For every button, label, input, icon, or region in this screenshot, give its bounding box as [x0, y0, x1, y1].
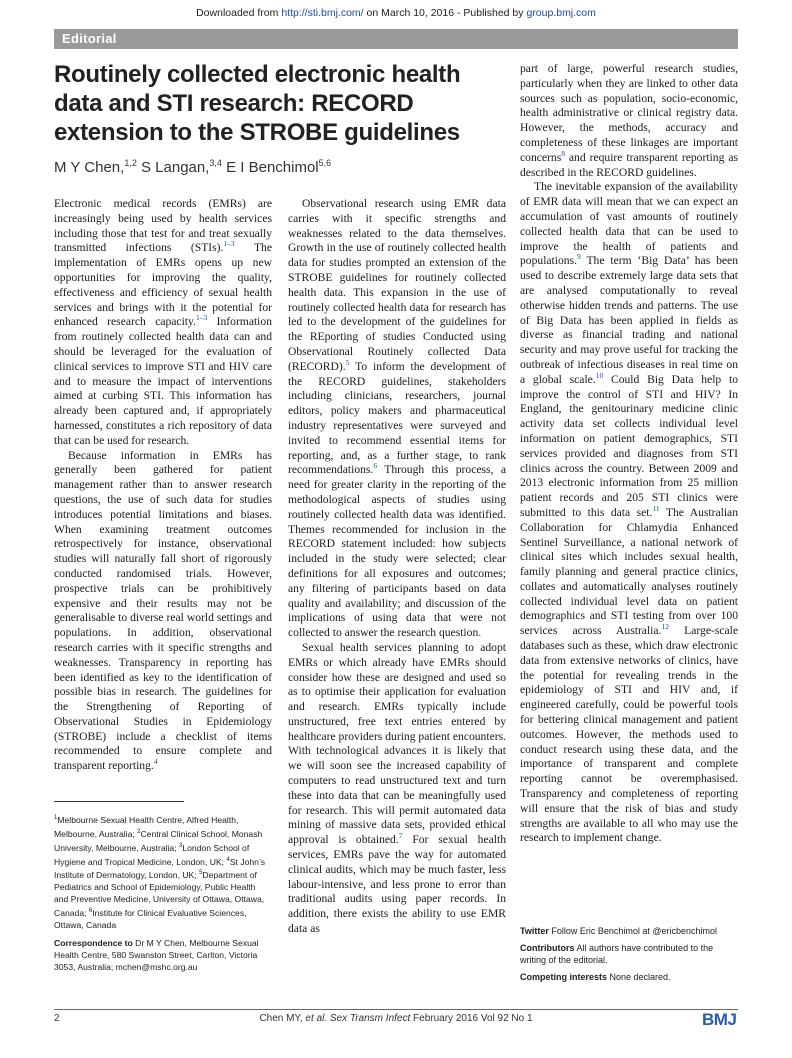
reference-link[interactable]: 6: [373, 461, 378, 471]
paragraph: The inevitable expansion of the availability of EMR data will mean that we can expect an accumulation of vast amounts of routinely collected health data that can be used to improve the health of patients and populations.$^9$ The term ‘Big Data’ has been used to describe extremely large data sets that are analysed computationally to reveal otherwise hidden trends and patterns. The use of Big Data has been applied in fields as diverse as financial trading and national security and may prove useful for tracking the outbreak of infectious diseases in real time on a global scale.$^{10}$ Could Big Data help to improve the control of STI and HIV? In England, the genitourinary medicine clinic activity data set collects individual level information on patient demographics, STI services provided and diagnoses from STI clinics across the country. Between 2009 and 2013 electronic information from 25 million patient records and 205 STI clinics were submitted to this data set.$^{11}$ The Australian Collaboration for Chlamydia Enhanced Sentinel Surveillance, a national network of clinical sites which includes sexual health, family planning and general practice clinics, collates and automatically analyses routinely collected individual level data on patient demographics and STI testing from over 100 services across Australia.$^{12}$ Large-scale databases such as these, which draw electronic data from extensive networks of clinics, have the potential for revealing trends in the epidemiology of STI and HIV and, if engineered carefully, could be powerful tools for bettering clinical management and patient outcomes. However, the methods used to conduct research using these data, and the importance of transparent and complete reporting cannot be overemphasised. Transparency and completeness of reporting will ensure that the risk of bias and study strengths are available to all who may use the research to implement change.: [520, 180, 738, 845]
page-number: 2: [54, 1013, 60, 1024]
download-notice: Downloaded from http://sti.bmj.com/ on March 10, 2016 - Published by group.bmj.com: [196, 7, 596, 19]
reference-link[interactable]: 7: [398, 831, 403, 841]
author-name: M Y Chen,: [54, 159, 125, 176]
group-link[interactable]: group.bmj.com: [526, 7, 596, 19]
section-label: Editorial: [62, 31, 117, 46]
author-name: E I Benchimol: [221, 159, 319, 176]
article-info: [520, 925, 738, 988]
reference-link[interactable]: 4: [153, 757, 158, 767]
reference-link[interactable]: 1–3: [195, 313, 208, 323]
reference-link[interactable]: 11: [652, 504, 660, 514]
competing-interests-note: Competing interests None declared.: [520, 972, 671, 982]
paragraph: Observational research using EMR data carries with it specific strengths and weaknesses related to the data themselves. Growth in the use of routinely collected health data for studies prompted an extension of the STROBE guidelines for routinely collected health data. This expansion in the use of routinely collected health data for research has led to the development of the guidelines for the REporting of studies Conducted using Observational Routinely collected Data (RECORD).$^5$ To inform the development of the RECORD guidelines, stakeholders including clinicians, researchers, journal editors, policy makers and pharmaceutical industry representatives were surveyed and invited to recommend essential items for reporting, and, as a further stage, to rank recommendations.$^6$ Through this process, a need for greater clarity in the reporting of the methodological aspects of studies using routinely collected health data was identified. Themes recommended for inclusion in the RECORD statement included: how subjects included in the study were selected; clear definitions for all exposures and outcomes; any filtering of participants based on data quality and availability; and discussion of the implications of using data that were not collected to answer the research question.: [288, 197, 506, 640]
author-list: [54, 158, 494, 176]
reference-link[interactable]: 5: [345, 357, 350, 367]
footer-divider: [54, 1009, 738, 1010]
reference-link[interactable]: 1–3: [223, 239, 235, 249]
reference-link[interactable]: 9: [577, 252, 581, 262]
author-affiliation: 1,2: [124, 158, 137, 168]
paragraph: Electronic medical records (EMRs) are increasingly being used by health services including those that test for and treat sexually transmitted infections (STIs).$^{1-3}$ The implementation of EMRs opens up new opportunities for improving the quality, effectiveness and efficiency of sexual health services and brings with it the potential for enhanced research capacity.$^{1-3}$ Information from routinely collected health data can and should be leveraged for the evaluation of clinical services to improve STI and HIV care and to measure the impact of interventions aimed at curbing STI. This information has already been captured and, if appropriately harnessed, constitutes a rich repository of data that can be used for research.: [54, 197, 272, 447]
section-bar: [54, 29, 738, 49]
journal-citation: Chen MY, et al. Sex Transm Infect February 2016 Vol 92 No 1: [259, 1013, 533, 1024]
twitter-note: Twitter Follow Eric Benchimol at @ericbenchimol: [520, 926, 718, 936]
body-column-2: [288, 197, 506, 937]
paragraph: Because information in EMRs has generally been gathered for patient management rather than to answer research questions, the use of such data for studies introduces potential limitations and biases. When examining treatment outcomes retrospectively for instance, observational studies will naturally fall short of rigorously conducted randomised trials. However, prospective trials can be prohibitively expensive and their results may not be generalisable to diverse real world settings and populations. In addition, observational research carries with it specific strengths and weaknesses. Transparency in reporting has been identified as key to the identification of possible bias in research. The guidelines for the Strengthening of Reporting of Observational Studies in Epidemiology (STROBE) include a checklist of items recommended to ensure complete and transparent reporting.$^4$: [54, 448, 272, 773]
correspondence: Correspondence to Dr M Y Chen, Melbourne Sexual Health Centre, 580 Swanston Street, Carlton, Victoria 3053, Australia; mchen@mshc.org.au: [54, 938, 259, 973]
author-name: S Langan,: [136, 159, 210, 176]
bmj-logo: BMJ: [702, 1010, 737, 1029]
article-title: Routinely collected electronic health data and STI research: RECORD extension to the STROBE guidelines: [54, 61, 461, 146]
reference-link[interactable]: 10: [595, 370, 604, 380]
paragraph: part of large, powerful research studies, particularly when they are linked to other data sources such as population, socio-economic, health administrative or clinical registry data. However, the methods, accuracy and completeness of these linkages are important concerns$^8$ and require transparent reporting as described in the RECORD guidelines.: [520, 62, 738, 179]
affiliations: $^1$Melbourne Sexual Health Centre, Alfred Health, Melbourne, Australia; $^2$Central Clinical School, Monash University, Melbourne, Australia; $^3$London School of Hygiene and Tropical Medicine, London, UK; $^4$St John’s Institute of Dermatology, London, UK; $^5$Department of Pediatrics and School of Epidemiology, Public Health and Preventive Medicine, University of Ottawa, Ottawa, Canada; $^6$Institute for Clinical Evaluative Sciences, Ottawa, Canada: [54, 814, 266, 931]
paragraph: Sexual health services planning to adopt EMRs or which already have EMRs should consider how these are designed and used so as to optimise their application for evaluation and research. EMRs typically include unstructured, free text entries entered by healthcare providers during patient encounters. With technological advances it is likely that we will soon see the increased capability of computers to read unstructured text and turn these into data that can be meaningfully used for research. This will permit automated data mining of massive data sets, provided ethical approval is obtained.$^7$ For sexual health services, EMRs pave the way for automated clinical audits, which may be much faster, less labour-intensive, and less prone to error than traditional audits using paper records. In addition, there exists the ability to use EMR data as: [288, 640, 506, 936]
author-affiliation: 3,4: [209, 158, 222, 168]
footnotes: [54, 812, 272, 973]
footnote-divider: [54, 801, 184, 802]
contributors-note: Contributors All authors have contributed to the writing of the editorial.: [520, 943, 714, 965]
author-affiliation: 5,6: [318, 158, 332, 168]
site-link[interactable]: http://sti.bmj.com/: [281, 7, 364, 19]
body-column-3: [520, 62, 738, 846]
reference-link[interactable]: 12: [661, 622, 669, 632]
body-column-1: [54, 197, 272, 774]
reference-link[interactable]: 8: [561, 148, 565, 158]
